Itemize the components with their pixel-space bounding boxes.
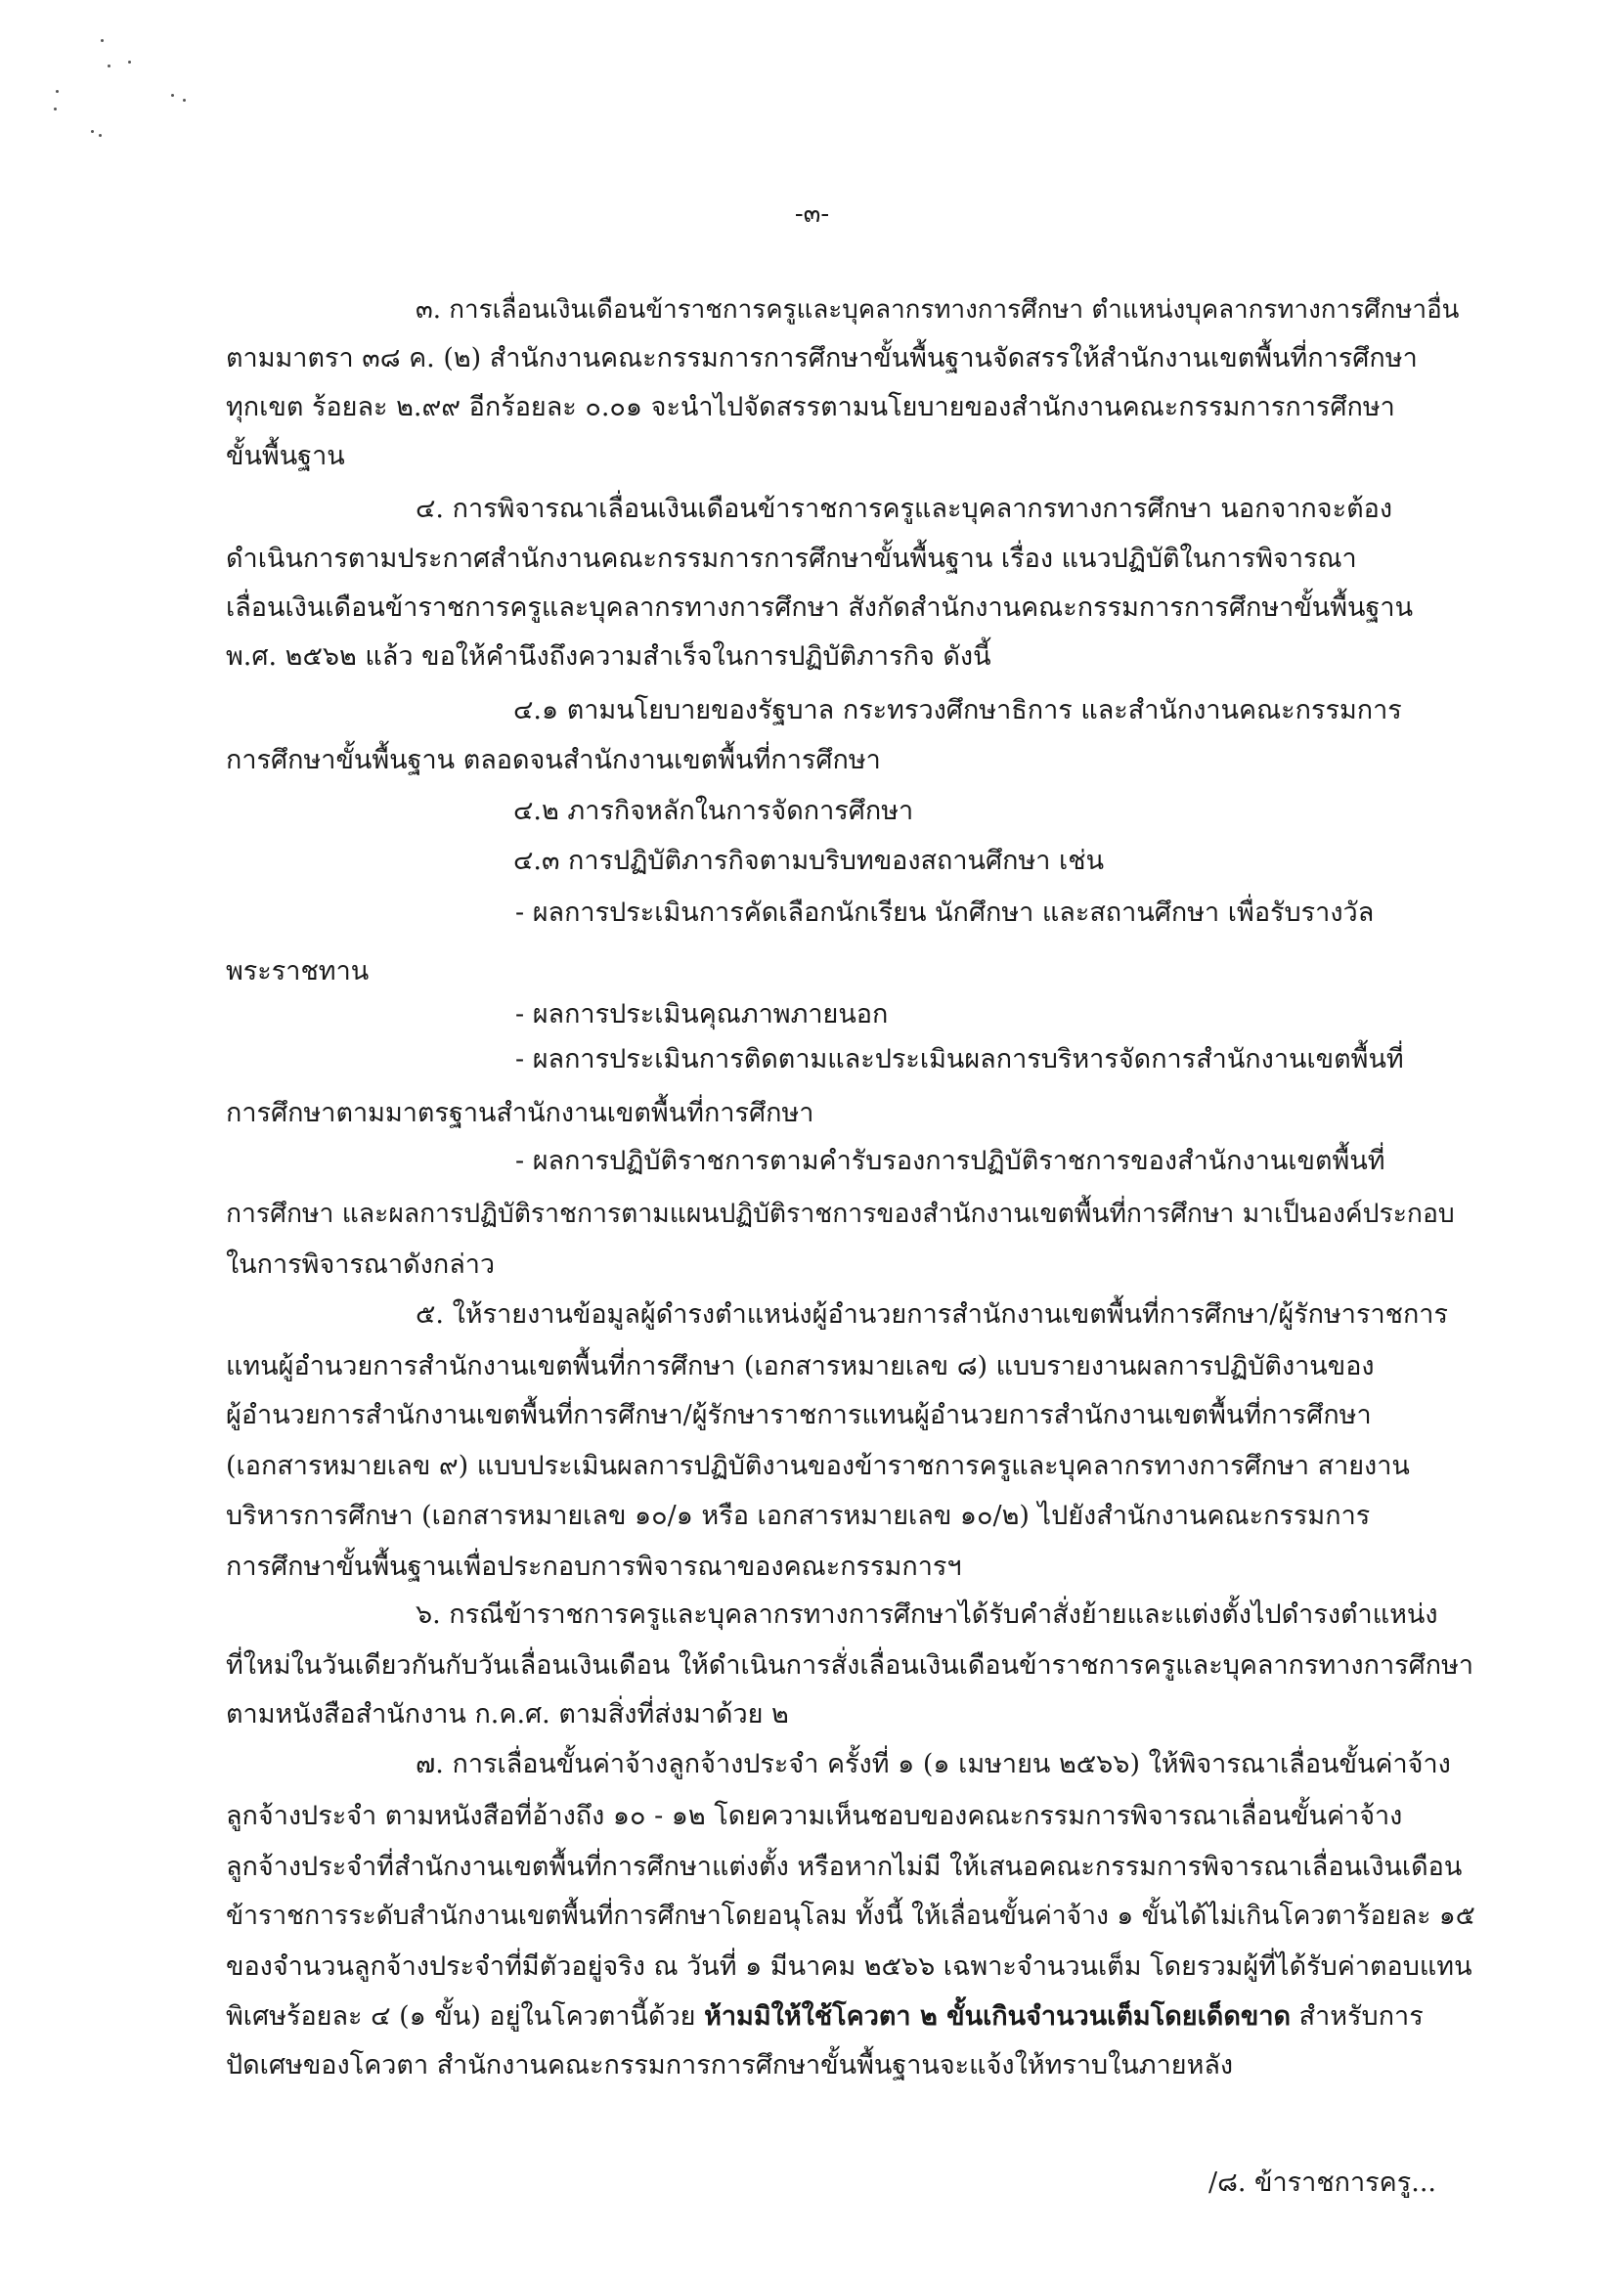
subitem-line: ๔.๑ ตามนโยบายของรัฐบาล กระทรวงศึกษาธิการ และสำนักงานคณะกรรมการ [513, 695, 1402, 725]
subitem-line: การศึกษาขั้นพื้นฐาน ตลอดจนสำนักงานเขตพื้นที่การศึกษา [226, 745, 881, 775]
paragraph-line: พ.ศ. ๒๕๖๒ แล้ว ขอให้คำนึงถึงความสำเร็จในการปฏิบัติภารกิจ ดังนี้ [226, 641, 991, 672]
scan-speck [128, 61, 131, 64]
scan-speck [101, 39, 104, 42]
continuation-note: /๘. ข้าราชการครู... [1207, 2168, 1436, 2198]
paragraph-line: ตามมาตรา ๓๘ ค. (๒) สำนักงานคณะกรรมการการศึกษาขั้นพื้นฐานจัดสรรให้สำนักงานเขตพื้นที่การศึกษา [226, 343, 1418, 373]
scan-speck [56, 90, 59, 93]
bullet-line: - ผลการประเมินการติดตามและประเมินผลการบริหารจัดการสำนักงานเขตพื้นที่ [515, 1044, 1404, 1074]
paragraph-line: ของจำนวนลูกจ้างประจำที่มีตัวอยู่จริง ณ วันที่ ๑ มีนาคม ๒๕๖๖ เฉพาะจำนวนเต็ม โดยรวมผู้ที่ได้รับค่าตอบแทน [226, 1951, 1472, 1982]
bullet-line: การศึกษาตามมาตรฐานสำนักงานเขตพื้นที่การศึกษา [226, 1098, 814, 1128]
bullet-line: การศึกษา และผลการปฏิบัติราชการตามแผนปฏิบัติราชการของสำนักงานเขตพื้นที่การศึกษา มาเป็นองค์ประกอบ [226, 1199, 1455, 1229]
paragraph-line: ตามหนังสือสำนักงาน ก.ค.ศ. ตามสิ่งที่ส่งมาด้วย ๒ [226, 1699, 789, 1730]
paragraph-line: ๓. การเลื่อนเงินเดือนข้าราชการครูและบุคลากรทางการศึกษา ตำแหน่งบุคลากรทางการศึกษาอื่น [416, 295, 1460, 325]
scan-speck [91, 130, 94, 133]
paragraph-line: ลูกจ้างประจำที่สำนักงานเขตพื้นที่การศึกษาแต่งตั้ง หรือหากไม่มี ให้เสนอคณะกรรมการพิจารณาเลื่อนเงินเดือน [226, 1852, 1463, 1882]
paragraph-line: แทนผู้อำนวยการสำนักงานเขตพื้นที่การศึกษา (เอกสารหมายเลข ๘) แบบรายงานผลการปฏิบัติงานของ [226, 1351, 1375, 1381]
scan-speck [108, 65, 110, 67]
bullet-line: - ผลการปฏิบัติราชการตามคำรับรองการปฏิบัติราชการของสำนักงานเขตพื้นที่ [515, 1146, 1385, 1176]
paragraph-line: ปัดเศษของโควตา สำนักงานคณะกรรมการการศึกษาขั้นพื้นฐานจะแจ้งให้ทราบในภายหลัง [226, 2050, 1234, 2080]
paragraph-line: ข้าราชการระดับสำนักงานเขตพื้นที่การศึกษาโดยอนุโลม ทั้งนี้ ให้เลื่อนขั้นค่าจ้าง ๑ ขั้นได้ไม่เกินโควตาร้อยละ ๑๕ [226, 1901, 1475, 1931]
paragraph-line: ๗. การเลื่อนขั้นค่าจ้างลูกจ้างประจำ ครั้งที่ ๑ (๑ เมษายน ๒๕๖๖) ให้พิจารณาเลื่อนขั้นค่าจ้าง [416, 1749, 1451, 1779]
paragraph-line: ดำเนินการตามประกาศสำนักงานคณะกรรมการการศึกษาขั้นพื้นฐาน เรื่อง แนวปฏิบัติในการพิจารณา [226, 544, 1357, 574]
paragraph-line: (เอกสารหมายเลข ๙) แบบประเมินผลการปฏิบัติงานของข้าราชการครูและบุคลากรทางการศึกษา สายงาน [226, 1451, 1410, 1481]
page-number: -๓- [794, 199, 830, 229]
subitem-line: ๔.๓ การปฏิบัติภารกิจตามบริบทของสถานศึกษา เช่น [513, 846, 1105, 876]
scan-speck [54, 108, 57, 110]
paragraph-line: การศึกษาขั้นพื้นฐานเพื่อประกอบการพิจารณาของคณะกรรมการฯ [226, 1552, 962, 1582]
bullet-line: - ผลการประเมินคุณภาพภายนอก [515, 999, 889, 1029]
text-run: พิเศษร้อยละ ๔ (๑ ขั้น) อยู่ในโควตานี้ด้วย [226, 2001, 705, 2032]
paragraph-line: ๔. การพิจารณาเลื่อนเงินเดือนข้าราชการครูและบุคลากรทางการศึกษา นอกจากจะต้อง [416, 494, 1393, 524]
paragraph-line: ๕. ให้รายงานข้อมูลผู้ดำรงตำแหน่งผู้อำนวยการสำนักงานเขตพื้นที่การศึกษา/ผู้รักษาราชการ [416, 1299, 1448, 1330]
subitem-line: ๔.๒ ภารกิจหลักในการจัดการศึกษา [513, 796, 914, 826]
paragraph-line: ที่ใหม่ในวันเดียวกันกับวันเลื่อนเงินเดือน ให้ดำเนินการสั่งเลื่อนเงินเดือนข้าราชการครูและบุคลากรทางการศึกษา [226, 1650, 1474, 1681]
paragraph-line: เลื่อนเงินเดือนข้าราชการครูและบุคลากรทางการศึกษา สังกัดสำนักงานคณะกรรมการการศึกษาขั้นพื้นฐาน [226, 592, 1414, 623]
text-run: สำหรับการ [1291, 2001, 1424, 2032]
paragraph-line: ผู้อำนวยการสำนักงานเขตพื้นที่การศึกษา/ผู้รักษาราชการแทนผู้อำนวยการสำนักงานเขตพื้นที่การศึกษา [226, 1400, 1372, 1430]
bullet-line: พระราชทาน [226, 956, 370, 986]
paragraph-line [226, 1997, 1424, 2036]
paragraph-line: ลูกจ้างประจำ ตามหนังสือที่อ้างถึง ๑๐ - ๑๒ โดยความเห็นชอบของคณะกรรมการพิจารณาเลื่อนขั้นค่าจ้าง [226, 1801, 1403, 1831]
paragraph-line: ๖. กรณีข้าราชการครูและบุคลากรทางการศึกษาได้รับคำสั่งย้ายและแต่งตั้งไปดำรงตำแหน่ง [416, 1599, 1438, 1630]
scan-speck [171, 94, 174, 97]
bullet-line: ในการพิจารณาดังกล่าว [226, 1249, 496, 1280]
paragraph-line: บริหารการศึกษา (เอกสารหมายเลข ๑๐/๑ หรือ เอกสารหมายเลข ๑๐/๒) ไปยังสำนักงานคณะกรรมการ [226, 1501, 1371, 1531]
scan-speck [99, 134, 102, 137]
bullet-line: - ผลการประเมินการคัดเลือกนักเรียน นักศึกษา และสถานศึกษา เพื่อรับรางวัล [515, 898, 1375, 928]
bold-emphasis: ห้ามมิให้ใช้โควตา ๒ ขั้นเกินจำนวนเต็มโดยเด็ดขาด [704, 2001, 1292, 2032]
paragraph-line: ขั้นพื้นฐาน [226, 441, 345, 471]
scan-speck [183, 99, 186, 102]
paragraph-line: ทุกเขต ร้อยละ ๒.๙๙ อีกร้อยละ ๐.๐๑ จะนำไปจัดสรรตามนโยบายของสำนักงานคณะกรรมการการศึกษา [226, 392, 1395, 422]
